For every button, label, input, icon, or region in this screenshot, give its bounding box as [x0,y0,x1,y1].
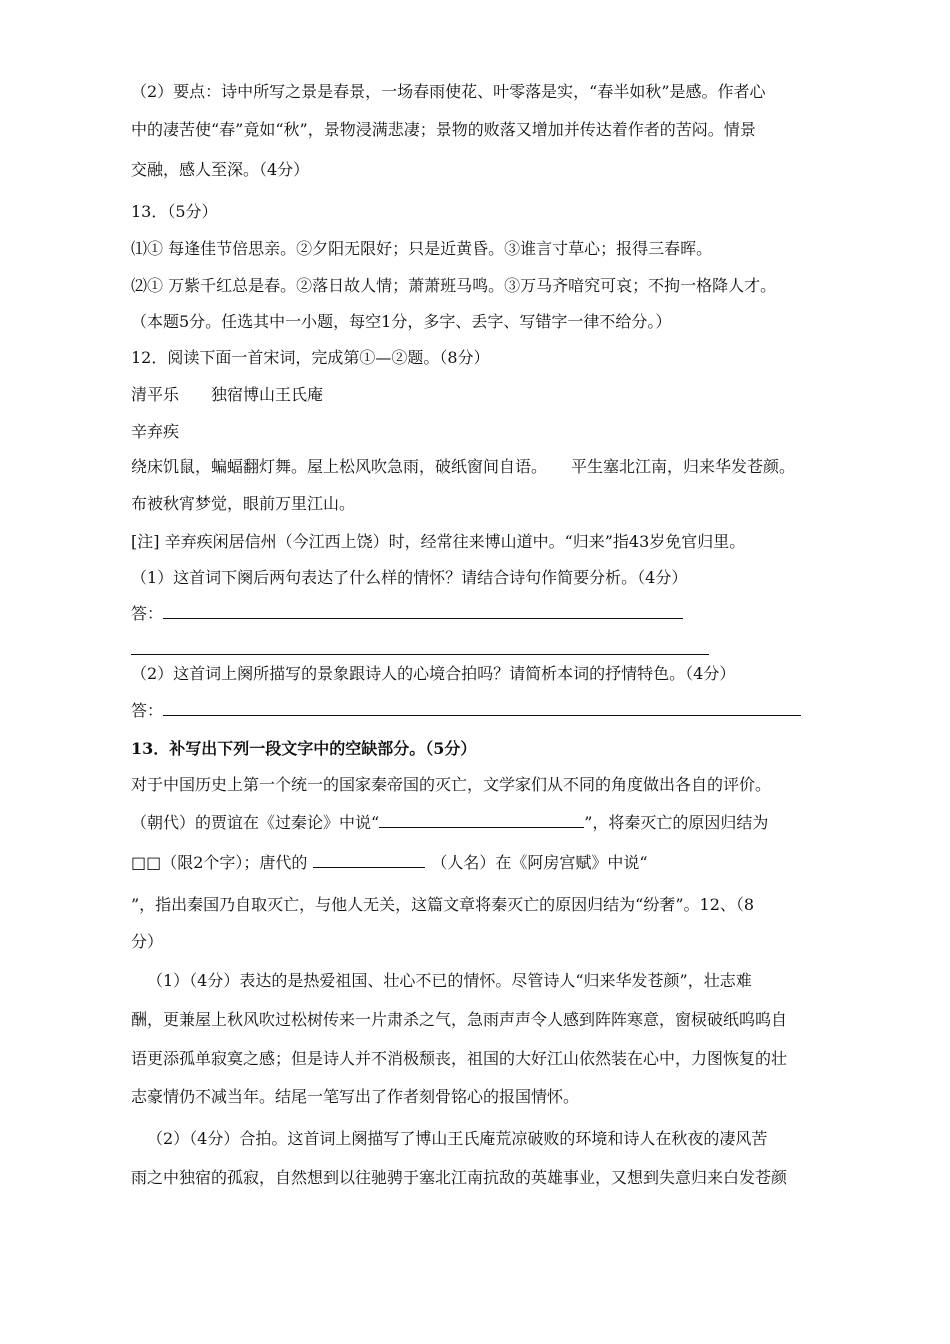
sub-question-2: （2）这首词上阕所描写的景象跟诗人的心境合拍吗？请简析本词的抒情特色。（4分） [131,664,736,683]
answer-paragraph-line: （1）（4分）表达的是热爱祖国、壮心不已的情怀。尽管诗人“归来华发苍颜”，壮志难 [147,971,752,990]
fill-blank[interactable] [379,813,584,828]
answer-paragraph-line: （2）（4分）合拍。这首词上阕描写了博山王氏庵荒凉破败的环境和诗人在秋夜的凄风苦 [147,1129,768,1148]
question-13-title: 13．（5分） [131,202,218,221]
paragraph-line: （2）要点：诗中所写之景是春景，一场春雨使花、叶零落是实，“春半如秋”是感。作者心 [131,82,766,101]
text-segment: （朝代）的贾谊在《过秦论》中说“ [131,813,380,832]
answer-blank-line[interactable] [131,654,709,655]
answer-blank-line[interactable] [163,618,683,619]
poem-note: [注] 辛弃疾闲居信州（今江西上饶）时，经常往来博山道中。“归来”指43岁免官归里。 [131,532,746,551]
answer-line: ⑴① 每逢佳节倍思亲。②夕阳无限好；只是近黄昏。③谁言寸草心；报得三春晖。 [131,239,713,258]
fill-blank-line [131,853,648,873]
paragraph-line: 对于中国历史上第一个统一的国家秦帝国的灭亡，文学家们从不同的角度做出各自的评价。 [131,775,772,794]
paragraph-line: 交融，感人至深。（4分） [131,160,310,179]
poem-line: 布被秋宵梦觉，眼前万里江山。 [131,494,356,513]
text-segment: （人名）在《阿房宫赋》中说“ [431,853,648,872]
answer-label: 答： [131,604,164,623]
section-13-title: 13．补写出下列一段文字中的空缺部分。（5分） [131,739,477,758]
answer-label: 答： [131,701,164,720]
paragraph-line: ”，指出秦国乃自取灭亡，与他人无关，这篇文章将秦灭亡的原因归结为“纷奢”。12、（8 [131,895,755,914]
answer-blank-line[interactable] [163,715,801,716]
scoring-note: （本题5分。任选其中一小题，每空1分，多字、丢字、写错字一律不给分。） [131,312,672,331]
answer-paragraph-line: 语更添孤单寂寞之感；但是诗人并不消极颓丧，祖国的大好江山依然装在心中，力图恢复的壮 [131,1049,788,1068]
question-12-title: 12．阅读下面一首宋词，完成第①—②题。（8分） [131,348,490,367]
text-segment: ”，将秦灭亡的原因归结为 [584,813,769,832]
answer-paragraph-line: 雨之中独宿的孤寂，自然想到以往驰骋于塞北江南抗敌的英雄事业，又想到失意归来白发苍颜 [131,1168,788,1187]
poem-line: 绕床饥鼠，蝙蝠翻灯舞。屋上松风吹急雨，破纸窗间自语。 平生塞北江南，归来华发苍颜。 [131,457,796,476]
fill-blank[interactable] [313,853,425,868]
answer-paragraph-line: 酬，更兼屋上秋风吹过松树传来一片肃杀之气，急雨声声令人感到阵阵寒意，窗棂破纸呜呜自 [131,1010,788,1029]
paragraph-line: 中的凄苦使“春”竟如“秋”，景物浸满悲凄；景物的败落又增加并传达着作者的苦闷。情景 [131,120,756,139]
fill-blank-line [131,813,768,833]
sub-question-1: （1）这首词下阕后两句表达了什么样的情怀？请结合诗句作简要分析。（4分） [131,568,688,587]
poem-title: 清平乐 独宿博山王氏庵 [131,385,324,404]
poem-author: 辛弃疾 [131,422,180,441]
text-segment: □□（限2个字）；唐代的 [131,853,308,872]
answer-paragraph-line: 志豪情仍不减当年。结尾一笔写出了作者刻骨铭心的报国情怀。 [131,1087,580,1106]
paragraph-line: 分） [131,932,164,951]
answer-line: ⑵① 万紫千红总是春。②落日故人情；萧萧班马鸣。③万马齐喑究可哀；不拘一格降人才。 [131,276,777,295]
